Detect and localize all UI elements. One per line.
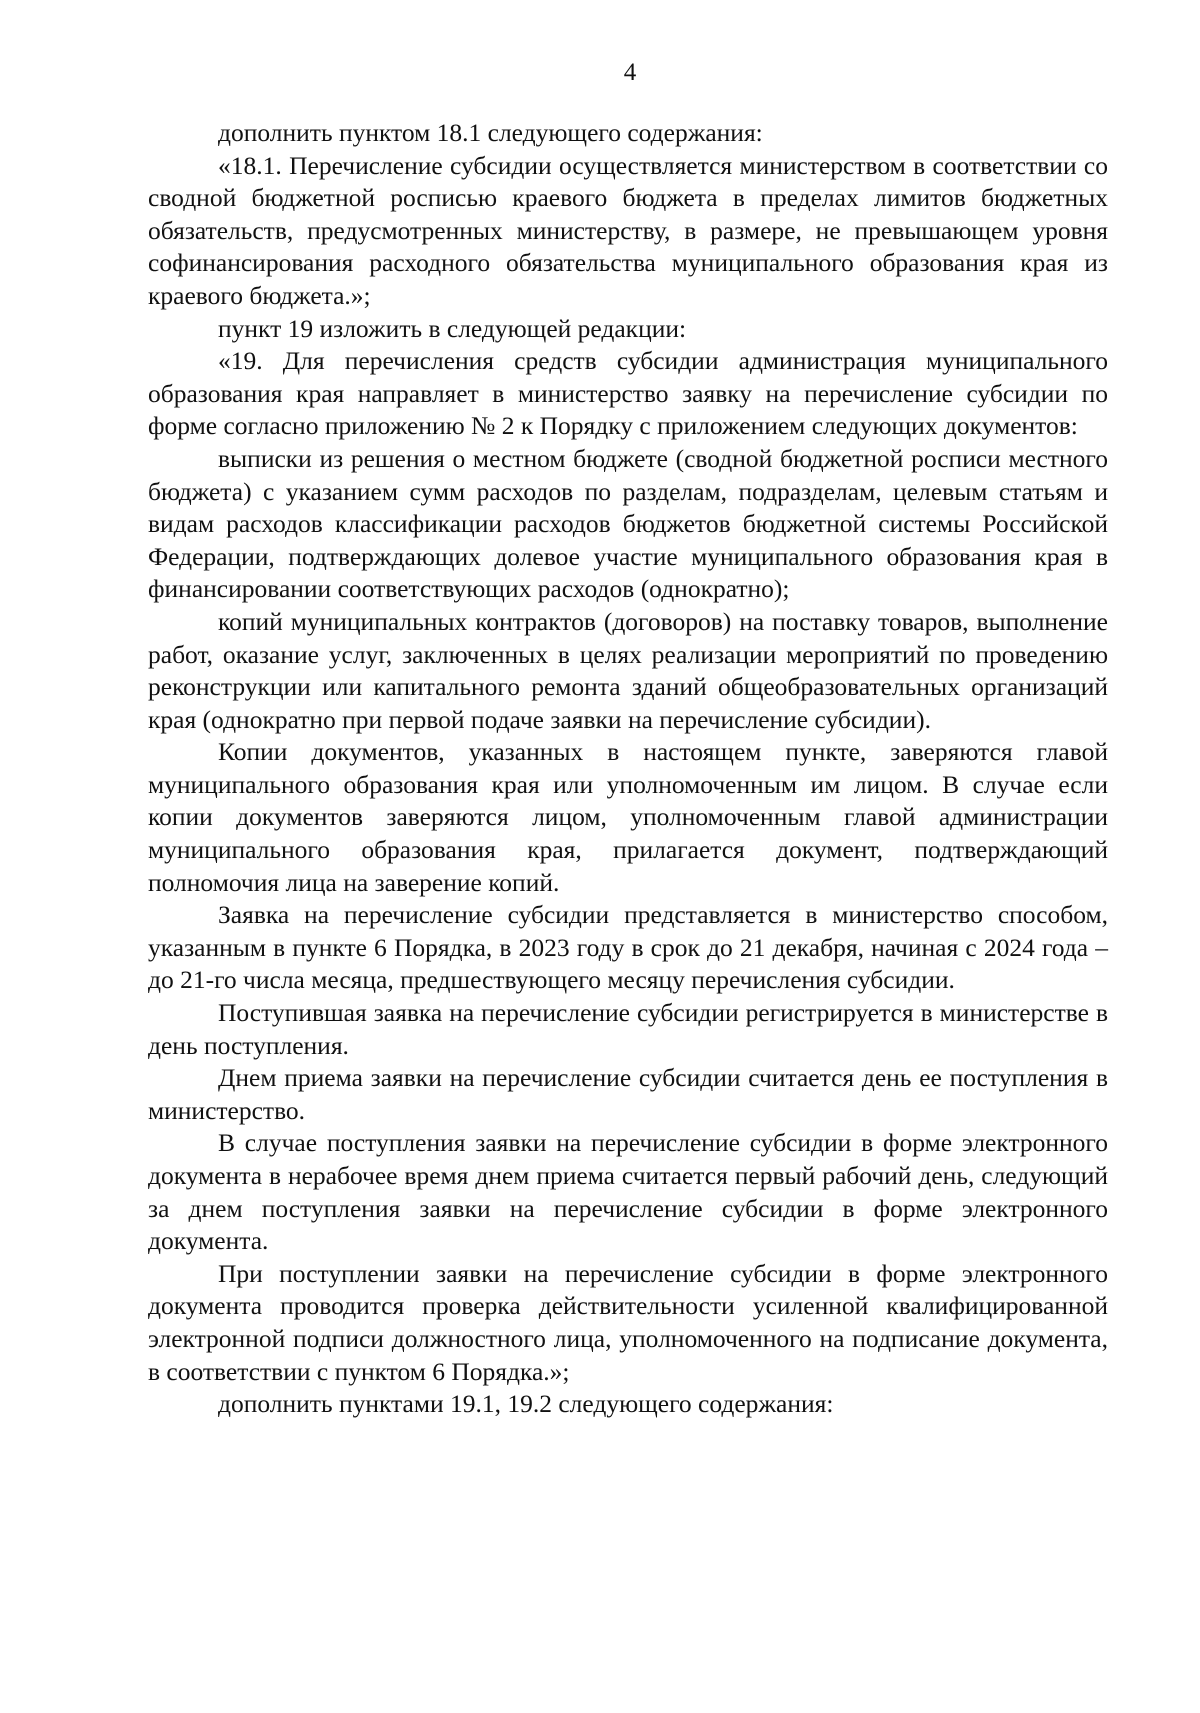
paragraph-budget-extracts: выписки из решения о местном бюджете (сводной бюджетной росписи местного бюджета) с указанием сумм расходов по разделам, подразделам, целевым статьям и видам расходов классификации расходов бюджетов бюджетной системы Российской Федерации, подтверждающих долевое участие муниципального образования края в финансировании соответствующих расходов (однократно); xyxy=(148,443,1108,604)
paragraph-registration: Поступившая заявка на перечисление субсидии регистрируется в министерстве в день поступления. xyxy=(148,998,1108,1060)
paragraph-amend-18-1-intro: дополнить пунктом 18.1 следующего содержания: xyxy=(218,118,763,147)
paragraph-contract-copies: копий муниципальных контрактов (договоров) на поставку товаров, выполнение работ, оказание услуг, заключенных в целях реализации мероприятий по проведению реконструкции или капитального ремонта зданий общеобразовательных организаций края (однократно при первой подаче заявки на перечисление субсидии). xyxy=(148,606,1108,734)
paragraph-clause-18-1: «18.1. Перечисление субсидии осуществляется министерством в соответствии со сводной бюджетной росписью краевого бюджета в пределах лимитов бюджетных обязательств, предусмотренных министерству, в размере, не превышающем уровня софинансирования расходного обязательства муниципального образования края из краевого бюджета.»; xyxy=(148,150,1108,310)
paragraph-amend-19-1-19-2-intro: дополнить пунктами 19.1, 19.2 следующего содержания: xyxy=(218,1389,834,1419)
page-number: 4 xyxy=(623,59,637,86)
paragraph-clause-19: «19. Для перечисления средств субсидии администрация муниципального образования края направляет в министерство заявку на перечисление субсидии по форме согласно приложению № 2 к Порядку с приложением следующих документов: xyxy=(148,346,1108,441)
paragraph-nonworking-time: В случае поступления заявки на перечисление субсидии в форме электронного документа в нерабочее время днем приема считается первый рабочий день, следующий за днем поступления заявки на перечисление субсидии в форме электронного документа. xyxy=(148,1128,1108,1256)
document-body xyxy=(148,117,1108,1421)
paragraph-acceptance-day: Днем приема заявки на перечисление субсидии считается день ее поступления в министерство. xyxy=(148,1063,1108,1125)
paragraph-submission-deadline: Заявка на перечисление субсидии представляется в министерство способом, указанным в пункте 6 Порядка, в 2023 году в срок до 21 декабря, начиная с 2024 года – до 21-го числа месяца, предшествующего месяцу перечисления субсидии. xyxy=(148,900,1108,995)
paragraph-copy-certification: Копии документов, указанных в настоящем пункте, заверяются главой муниципального образования края или уполномоченным им лицом. В случае если копии документов заверяются лицом, уполномоченным главой администрации муниципального образования края, прилагается документ, подтверждающий полномочия лица на заверение копий. xyxy=(148,737,1108,897)
paragraph-signature-check: При поступлении заявки на перечисление субсидии в форме электронного документа проводится проверка действительности усиленной квалифицированной электронной подписи должностного лица, уполномоченного на подписание документа, в соответствии с пунктом 6 Порядка.»; xyxy=(148,1258,1108,1386)
paragraph-amend-19-intro: пункт 19 изложить в следующей редакции: xyxy=(218,313,687,343)
